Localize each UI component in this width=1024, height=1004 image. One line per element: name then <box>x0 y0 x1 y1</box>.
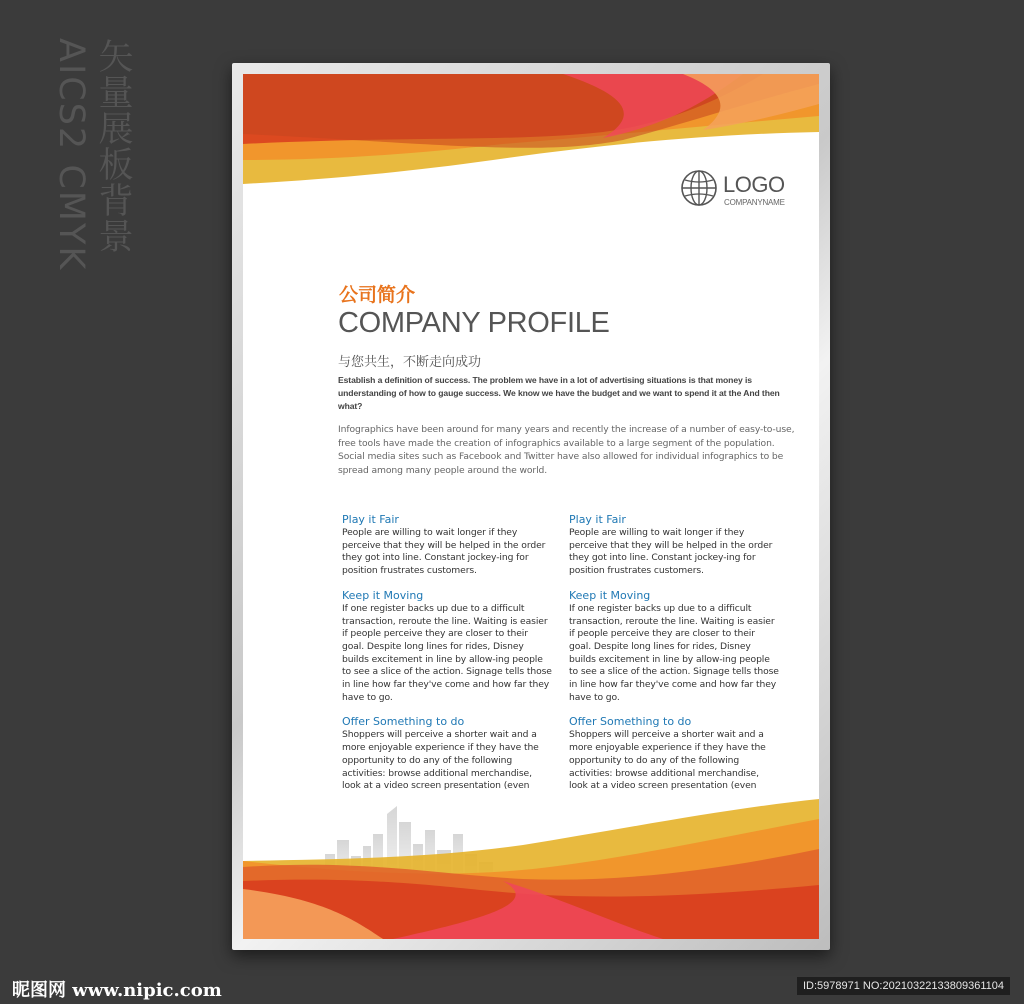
image-id-watermark: ID:5978971 NO:20210322133809361104 <box>797 977 1010 995</box>
section-body: If one register backs up due to a difficult transaction, reroute the line. Waiting is easier if people perceive they are closer to their goal. Despite long lines for rides, Disney builds excitement in line by allow-ing people to see a slice of the action. Signage tells those in line how far they've come and how far they have to go. <box>569 602 779 703</box>
title-cn: 公司简介 <box>339 284 416 306</box>
section-body: If one register backs up due to a difficult transaction, reroute the line. Waiting is easier if people perceive they are closer to their goal. Despite long lines for rides, Disney builds excitement in line by allow-ing people to see a slice of the action. Signage tells those in line how far they've come and how far they have to go. <box>342 602 552 703</box>
section-title: Play it Fair <box>569 513 626 526</box>
side-caption <box>52 38 140 278</box>
side-caption-en: AICS2 CMYK <box>51 38 91 272</box>
globe-icon <box>679 168 719 208</box>
site-watermark: 昵图网 www.nipic.com <box>12 980 222 1001</box>
title-en: COMPANY PROFILE <box>338 307 610 339</box>
right-column <box>569 512 779 803</box>
section-body: People are willing to wait longer if they perceive that they will be helped in the order they got into line. Constant jockey-ing for position frustrates customers. <box>569 527 773 577</box>
intro-paragraph: Infographics have been around for many years and recently the increase of a number of easy-to-use, free tools have made the creation of infographics available to a large segment of the population. Social media sites such as Facebook and Twitter have also allowed for individual infographics to be spread among many people around the world. <box>338 424 795 476</box>
side-caption-cn: 矢量展板背景 <box>93 38 133 254</box>
section-title: Keep it Moving <box>569 588 651 602</box>
section-body: Shoppers will perceive a shorter wait and a more enjoyable experience if they have the opportunity to do any of the following activities: browse additional merchandise, look at a video screen presentation (even <box>569 729 766 792</box>
section <box>569 588 779 705</box>
intro-bold-paragraph: Establish a definition of success. The problem we have in a lot of advertising situations is that money is understanding of how to gauge success. We know we have the budget and we want to spend it at the And then what? <box>338 375 780 411</box>
section-body: People are willing to wait longer if they perceive that they will be helped in the order they got into line. Constant jockey-ing for position frustrates customers. <box>342 527 546 577</box>
section <box>342 512 552 578</box>
slogan: 与您共生，不断走向成功 <box>338 355 482 370</box>
logo-word: LOGO <box>723 172 785 197</box>
section <box>569 714 779 793</box>
section-title: Play it Fair <box>342 513 399 526</box>
section <box>342 588 552 705</box>
company-logo <box>679 168 799 212</box>
section <box>342 714 552 793</box>
section <box>569 512 779 578</box>
bottom-wave-decoration <box>243 799 819 939</box>
poster <box>243 74 819 939</box>
section-title: Offer Something to do <box>342 715 465 729</box>
section-title: Offer Something to do <box>569 715 692 729</box>
logo-company-name: COMPANYNAME <box>724 198 785 207</box>
poster-frame <box>232 63 830 950</box>
section-body: Shoppers will perceive a shorter wait and a more enjoyable experience if they have the opportunity to do any of the following activities: browse additional merchandise, look at a video screen presentation (even <box>342 729 539 792</box>
left-column <box>342 512 552 803</box>
section-title: Keep it Moving <box>342 588 424 602</box>
